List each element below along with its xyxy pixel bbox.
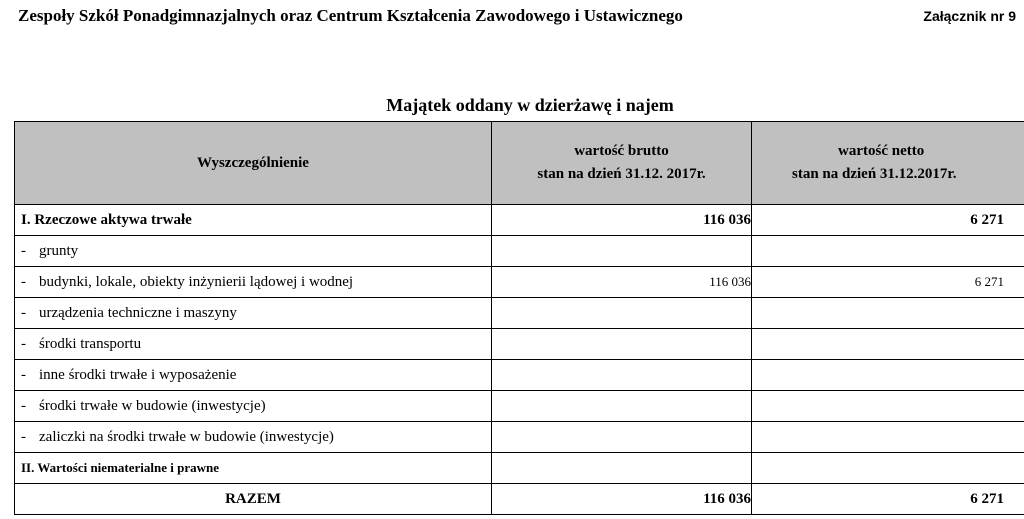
row-gross (492, 422, 752, 453)
row-gross (492, 298, 752, 329)
table-row (15, 298, 1024, 329)
header-net-line2: stan na dzień 31.12.2017r. (792, 166, 957, 182)
table-title: Majątek oddany w dzierżawę i najem (386, 95, 674, 115)
row-net (752, 453, 1024, 484)
total-label: RAZEM (15, 484, 492, 515)
table-header-row (15, 122, 1024, 205)
header-net-line1: wartość netto (838, 143, 925, 159)
row-gross (492, 453, 752, 484)
row-net (752, 236, 1024, 267)
row-label-text: środki transportu (39, 335, 142, 352)
row-label-text: inne środki trwałe i wyposażenie (39, 366, 237, 383)
row-net (752, 422, 1024, 453)
row-dash: - (21, 242, 26, 259)
row-label-text: zaliczki na środki trwałe w budowie (inwestycje) (39, 428, 334, 445)
row-net (752, 360, 1024, 391)
row-dash: - (21, 366, 26, 383)
row-gross (492, 360, 752, 391)
row-dash: - (21, 397, 26, 414)
assets-table (14, 121, 1024, 515)
row-label (15, 329, 492, 360)
row-dash: - (21, 304, 26, 321)
header-description: Wyszczególnienie (15, 122, 492, 205)
table-row (15, 329, 1024, 360)
row-label: I. Rzeczowe aktywa trwałe (15, 205, 492, 236)
attachment-number: Załącznik nr 9 (923, 8, 1016, 24)
table-row (15, 422, 1024, 453)
row-dash: - (21, 273, 26, 290)
row-gross: 116 036 (492, 205, 752, 236)
row-dash: - (21, 428, 26, 445)
row-net (752, 391, 1024, 422)
row-net (752, 298, 1024, 329)
header-gross-line2: stan na dzień 31.12. 2017r. (537, 166, 706, 182)
row-label-text: grunty (39, 242, 79, 259)
table-row (15, 205, 1024, 236)
row-gross: 116 036 (492, 267, 752, 298)
table-total-row (15, 484, 1024, 515)
row-dash: - (21, 335, 26, 352)
row-gross (492, 329, 752, 360)
row-label (15, 298, 492, 329)
table-row (15, 453, 1024, 484)
total-gross: 116 036 (492, 484, 752, 515)
row-label (15, 360, 492, 391)
row-net: 6 271 (752, 205, 1024, 236)
row-net (752, 329, 1024, 360)
row-gross (492, 391, 752, 422)
row-gross (492, 236, 752, 267)
row-label-text: budynki, lokale, obiekty inżynierii lądowej i wodnej (39, 273, 354, 290)
row-net: 6 271 (752, 267, 1024, 298)
row-label (15, 422, 492, 453)
institution-name: Zespoły Szkół Ponadgimnazjalnych oraz Centrum Kształcenia Zawodowego i Ustawicznego (18, 6, 683, 25)
header-gross-line1: wartość brutto (574, 143, 669, 159)
row-label (15, 391, 492, 422)
row-label-text: środki trwałe w budowie (inwestycje) (39, 397, 266, 414)
table-row (15, 267, 1024, 298)
row-label (15, 236, 492, 267)
header-gross-value (492, 122, 752, 205)
table-row (15, 391, 1024, 422)
header-net-value (752, 122, 1024, 205)
row-label-text: urządzenia techniczne i maszyny (39, 304, 237, 321)
row-label: II. Wartości niematerialne i prawne (15, 453, 492, 484)
total-net: 6 271 (752, 484, 1024, 515)
table-row (15, 236, 1024, 267)
table-row (15, 360, 1024, 391)
row-label (15, 267, 492, 298)
